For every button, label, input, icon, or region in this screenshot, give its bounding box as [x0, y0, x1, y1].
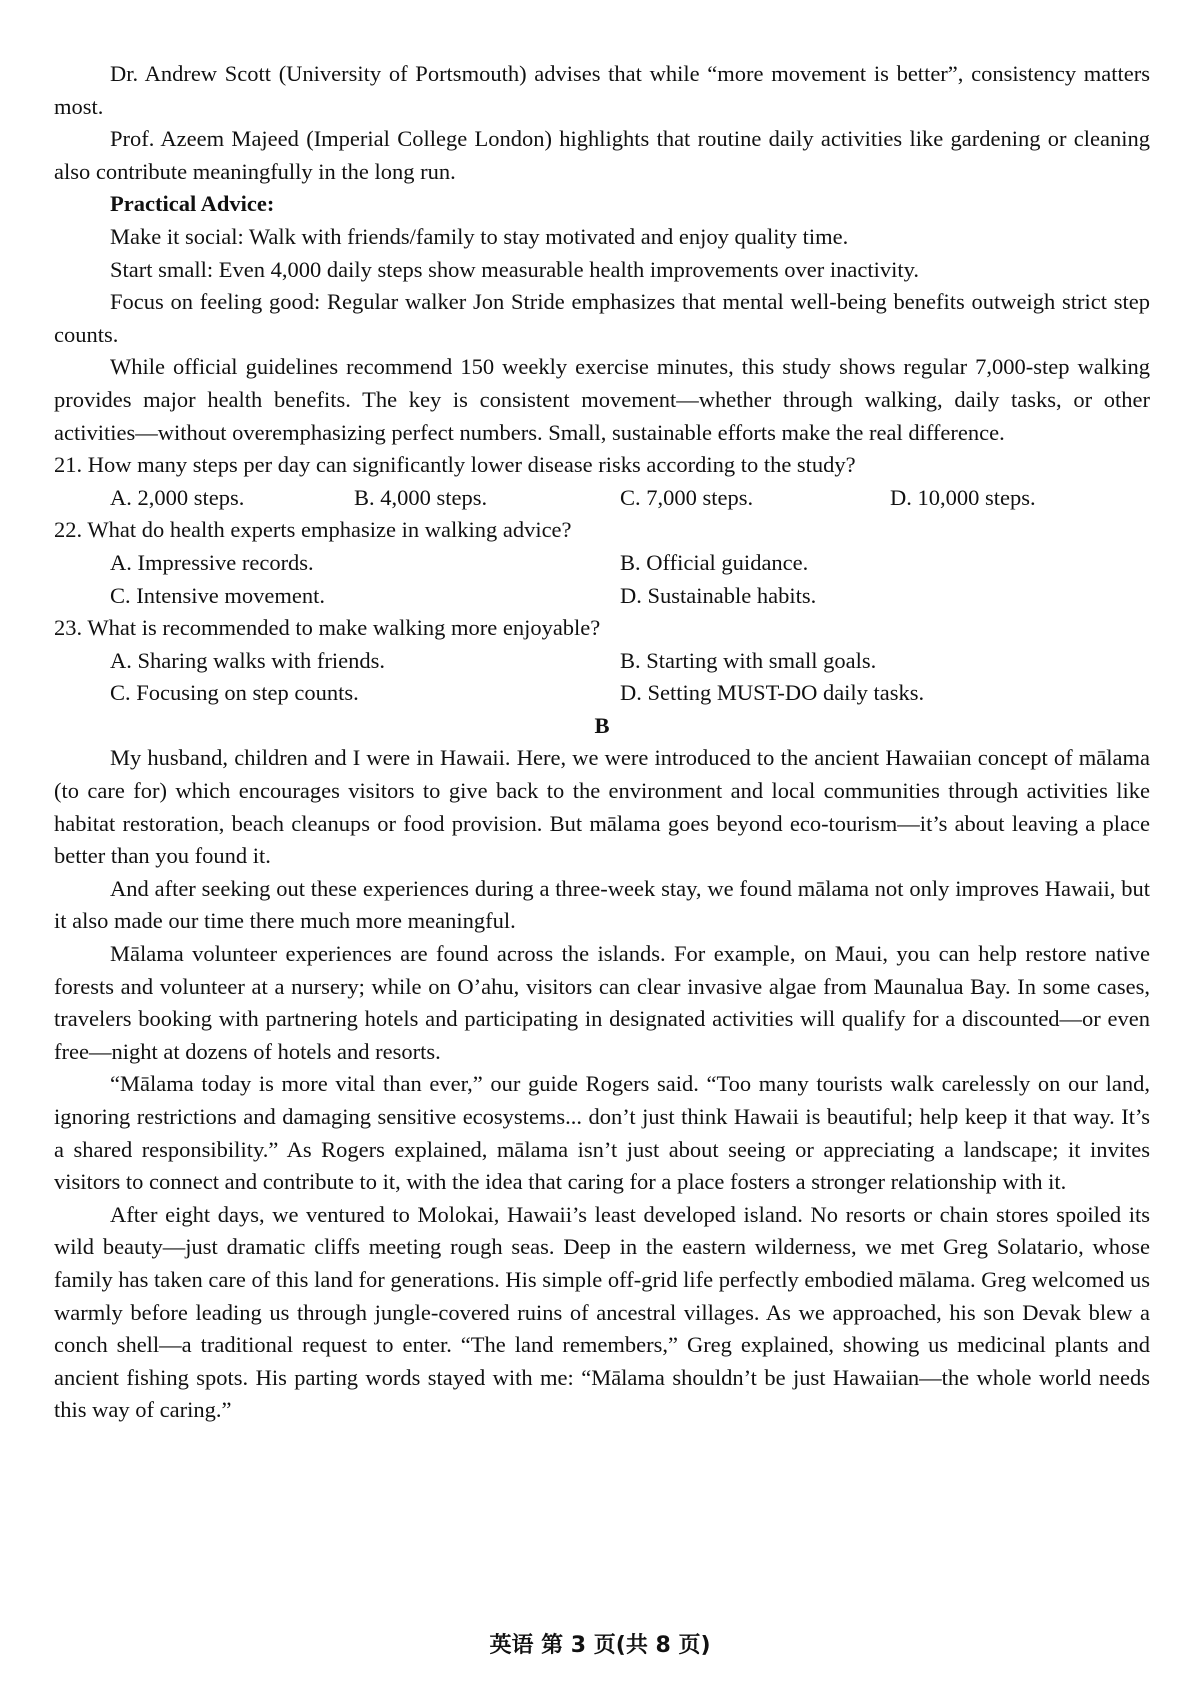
option-c: C. 7,000 steps.	[620, 484, 754, 510]
question-options	[54, 482, 1150, 515]
passage-b-paragraph-1: My husband, children and I were in Hawaii. Here, we were introduced to the ancient Hawaiian concept of mālama (to care for) which encourages visitors to give back to the environment and local communities through activities like habitat restoration, beach cleanups or food provision. But mālama goes beyond eco-tourism—it’s about leaving a place better than you found it.	[54, 745, 1150, 869]
question-stem: 23. What is recommended to make walking more enjoyable?	[54, 615, 601, 641]
option-c: C. Intensive movement.	[110, 582, 325, 608]
passage-a-conclusion: While official guidelines recommend 150 weekly exercise minutes, this study shows regular 7,000-step walking provides major health benefits. The key is consistent movement—whether through walking, daily tasks, or other activities—without overemphasizing perfect numbers. Small, sustainable efforts make the real difference.	[54, 354, 1150, 445]
question-options-row-1	[54, 645, 1150, 678]
question-stem: 21. How many steps per day can significantly lower disease risks according to the study?	[54, 452, 856, 478]
exam-page	[54, 58, 1150, 1427]
question-options-row-2	[54, 580, 1150, 613]
question-options-row-2	[54, 677, 1150, 710]
advice-item-3: Focus on feeling good: Regular walker Jon Stride emphasizes that mental well-being benefits outweigh strict step counts.	[54, 289, 1150, 347]
page-footer: 英语 第 3 页(共 8 页)	[489, 1633, 711, 1658]
option-a: A. Sharing walks with friends.	[110, 647, 385, 673]
passage-b-paragraph-3: Mālama volunteer experiences are found across the islands. For example, on Maui, you can help restore native forests and volunteer at a nursery; while on O’ahu, visitors can clear invasive algae from Maunalua Bay. In some cases, travelers booking with partnering hotels and participating in designated activities will qualify for a discounted—or even free—night at dozens of hotels and resorts.	[54, 941, 1150, 1064]
question-stem: 22. What do health experts emphasize in walking advice?	[54, 517, 572, 543]
advice-item-1: Make it social: Walk with friends/family to stay motivated and enjoy quality time.	[110, 223, 849, 249]
passage-b-paragraph-5: After eight days, we ventured to Molokai, Hawaii’s least developed island. No resorts or chain stores spoiled its wild beauty—just dramatic cliffs meeting rough seas. Deep in the eastern wilderness, we met Greg Solatario, whose family has taken care of this land for generations. His simple off-grid life perfectly embodied mālama. Greg welcomed us warmly before leading us through jungle-covered ruins of ancestral villages. As we approached, his son Devak blew a conch shell—a traditional request to enter. “The land remembers,” Greg explained, showing us medicinal plants and ancient fishing spots. His parting words stayed with me: “Mālama shouldn’t be just Hawaiian—the whole world needs this way of caring.”	[54, 1201, 1150, 1423]
question-23	[54, 612, 1150, 710]
passage-b-paragraph-4: “Mālama today is more vital than ever,” our guide Rogers said. “Too many tourists walk carelessly on our land, ignoring restrictions and damaging sensitive ecosystems... don’t just think Hawaii is beautiful; help keep it that way. It’s a shared responsibility.” As Rogers explained, mālama isn’t just about seeing or appreciating a landscape; it invites visitors to connect and contribute to it, with the idea that caring for a place fosters a stronger relationship with it.	[54, 1071, 1150, 1195]
passage-b-paragraph-2: And after seeking out these experiences during a three-week stay, we found mālama not only improves Hawaii, but it also made our time there much more meaningful.	[54, 875, 1150, 934]
option-a: A. Impressive records.	[110, 549, 314, 575]
advice-item-2: Start small: Even 4,000 daily steps show measurable health improvements over inactivity.	[110, 256, 919, 282]
section-b-heading: B	[594, 712, 610, 738]
option-d: D. 10,000 steps.	[890, 484, 1036, 510]
passage-a-paragraph-2: Prof. Azeem Majeed (Imperial College London) highlights that routine daily activities like gardening or cleaning also contribute meaningfully in the long run.	[54, 126, 1150, 184]
option-b: B. 4,000 steps.	[354, 484, 488, 510]
practical-advice-heading: Practical Advice:	[110, 191, 275, 217]
option-c: C. Focusing on step counts.	[110, 680, 359, 706]
option-d: D. Sustainable habits.	[620, 582, 817, 608]
passage-a-paragraph-1: Dr. Andrew Scott (University of Portsmouth) advises that while “more movement is better”, consistency matters most.	[54, 61, 1150, 119]
option-b: B. Official guidance.	[620, 549, 809, 575]
question-21	[54, 449, 1150, 514]
question-22	[54, 514, 1150, 612]
option-b: B. Starting with small goals.	[620, 647, 877, 673]
question-options-row-1	[54, 547, 1150, 580]
option-a: A. 2,000 steps.	[110, 484, 245, 510]
option-d: D. Setting MUST-DO daily tasks.	[620, 680, 925, 706]
